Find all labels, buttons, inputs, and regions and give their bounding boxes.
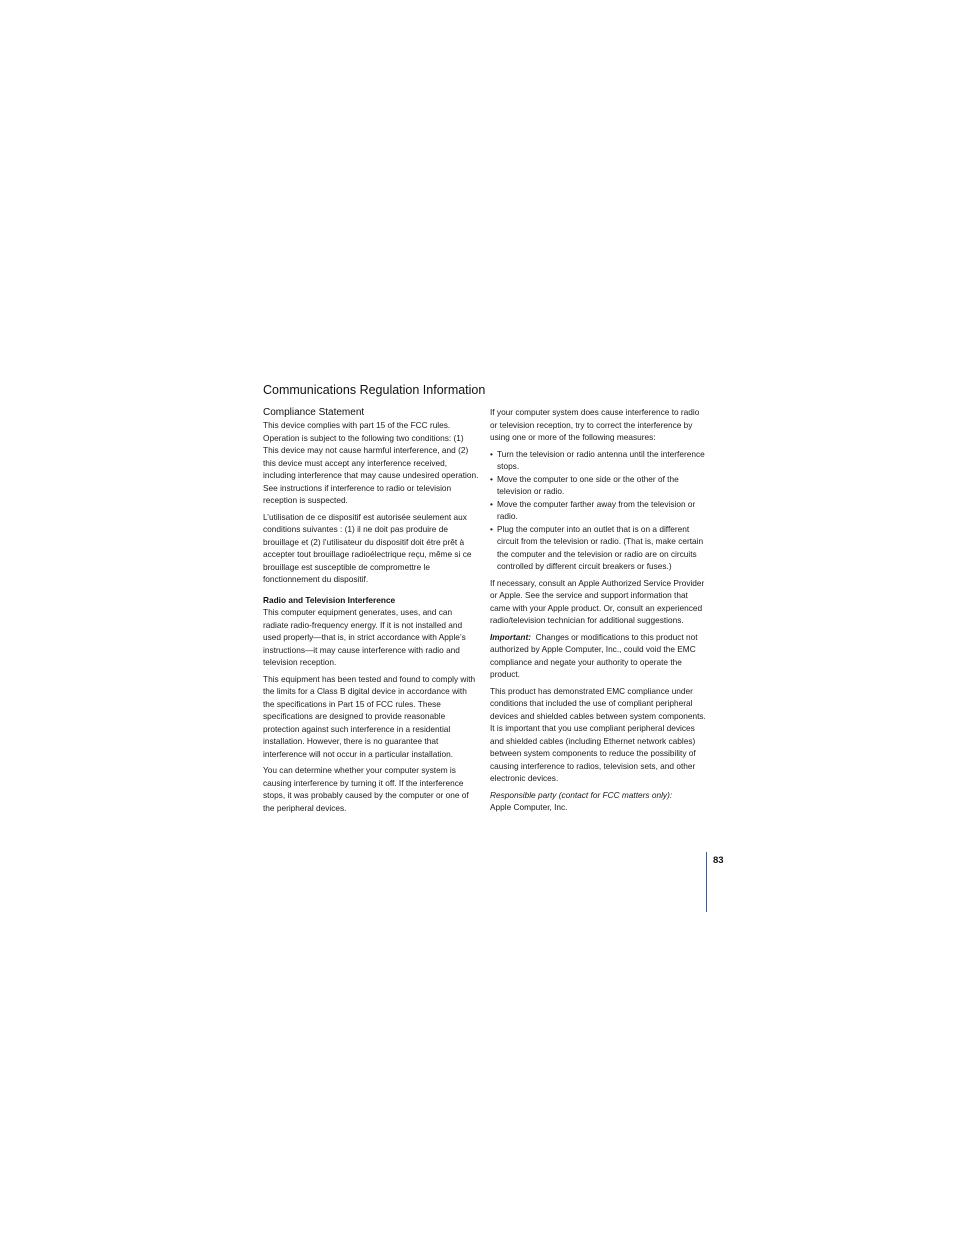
responsible-party-label: Responsible party (contact for FCC matters only): [490, 789, 673, 800]
page-margin-rule [706, 852, 707, 912]
compliance-statement-heading: Compliance Statement [263, 407, 365, 418]
measures-list [490, 448, 707, 573]
right-column [490, 406, 707, 814]
important-label: Important: [490, 631, 532, 642]
measures-intro-paragraph: If your computer system does cause interference to radio or television reception, try to correct the interference by using one or more of the following measures: [490, 407, 700, 442]
page-number: 83 [713, 855, 724, 866]
important-text: Changes or modifications to this product not authorized by Apple Computer, Inc., could void the EMC compliance and negate your authority to operate the product. [490, 631, 698, 679]
french-compliance-paragraph: L’utilisation de ce dispositif est autorisée seulement aux conditions suivantes : (1) il ne doit pas produire de brouillage et (2) l’utilisateur du dispositif doit étre prêt à accepter tout brouillage radioélectrique reçu, même si ce brouillage est susceptible de compromettre le fonctionnement du dispositif. [263, 511, 472, 584]
page-title: Communications Regulation Information [263, 383, 486, 397]
left-column [263, 406, 479, 818]
radio-tv-interference-heading: Radio and Television Interference [263, 594, 396, 605]
responsible-party [490, 789, 707, 814]
responsible-party-name: Apple Computer, Inc. [490, 802, 568, 812]
determine-interference-paragraph: You can determine whether your computer system is causing interference by turning it off. If the interference stops, it was probably caused by the computer or one of the peripheral devices. [263, 765, 469, 813]
list-item: • Plug the computer into an outlet that is on a different circuit from the television or radio. (That is, make certain the computer and the television or radio are on circuits controlled by different circuit breakers or fuses.) [490, 523, 707, 573]
compliance-paragraph: This device complies with part 15 of the FCC rules. Operation is subject to the following two conditions: (1) This device may not cause harmful interference, and (2) this device must accept any interference received, including interference that may cause undesired operation. See instructions if interference to radio or television reception is suspected. [263, 420, 479, 505]
class-b-paragraph: This equipment has been tested and found to comply with the limits for a Class B digital device in accordance with the specifications in Part 15 of FCC rules. These specifications are designed to provide reasonable protection against such interference in a residential installation. However, there is no guarantee that interference will not occur in a particular installation. [263, 673, 476, 759]
list-item: • Move the computer to one side or the other of the television or radio. [490, 473, 707, 498]
important-paragraph [490, 631, 707, 681]
list-item: • Turn the television or radio antenna until the interference stops. [490, 448, 707, 473]
radio-frequency-paragraph: This computer equipment generates, uses, and can radiate radio-frequency energy. If it is not installed and used properly—that is, in strict accordance with Apple’s instructions—it may cause interference with radio and television reception. [263, 607, 466, 667]
list-item: • Move the computer farther away from the television or radio. [490, 498, 707, 523]
emc-paragraph: This product has demonstrated EMC compliance under conditions that included the use of compliant peripheral devices and shielded cables between system components. It is important that you use compliant peripheral devices and shielded cables (including Ethernet network cables) between system components to reduce the possibility of causing interference to radios, television sets, and other electronic devices. [490, 685, 706, 783]
consult-paragraph: If necessary, consult an Apple Authorized Service Provider or Apple. See the service and support information that came with your Apple product. Or, consult an experienced radio/television technician for additional suggestions. [490, 577, 705, 625]
